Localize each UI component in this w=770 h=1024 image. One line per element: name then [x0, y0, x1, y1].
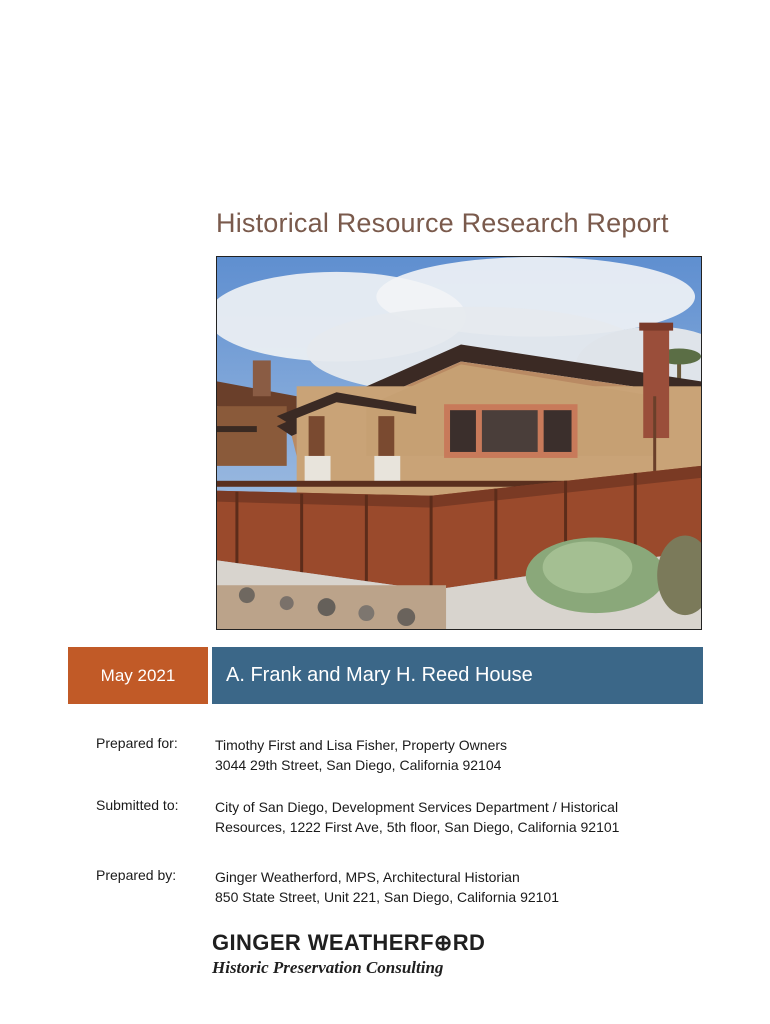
prepared-for-line-2: 3044 29th Street, San Diego, California 92104: [215, 757, 502, 773]
prepared-for-value: [215, 735, 685, 775]
submitted-to-value: [215, 797, 685, 837]
prepared-for-line-1: Timothy First and Lisa Fisher, Property Owners: [215, 737, 508, 753]
report-title: Historical Resource Research Report: [216, 208, 669, 238]
prepared-by-line-1: Ginger Weatherford, MPS, Architectural Historian: [215, 869, 520, 885]
house-photo: [216, 256, 702, 630]
prepared-by-value: [215, 867, 685, 907]
submitted-to-label: Submitted to:: [96, 797, 179, 813]
submitted-to-line-2: Resources, 1222 First Ave, 5th floor, San Diego, California 92101: [215, 819, 620, 835]
prepared-for-label: Prepared for:: [96, 735, 178, 751]
house-photo-image: [217, 257, 701, 629]
report-date: May 2021: [68, 647, 208, 704]
prepared-by-line-2: 850 State Street, Unit 221, San Diego, California 92101: [215, 889, 559, 905]
logo-name: GINGER WEATHERF⊕RD: [212, 930, 486, 955]
prepared-by-label: Prepared by:: [96, 867, 177, 883]
company-logo: [212, 930, 485, 978]
submitted-to-line-1: City of San Diego, Development Services Department / Historical: [215, 799, 619, 815]
logo-tagline: Historic Preservation Consulting: [212, 958, 444, 977]
property-name: A. Frank and Mary H. Reed House: [212, 647, 703, 704]
